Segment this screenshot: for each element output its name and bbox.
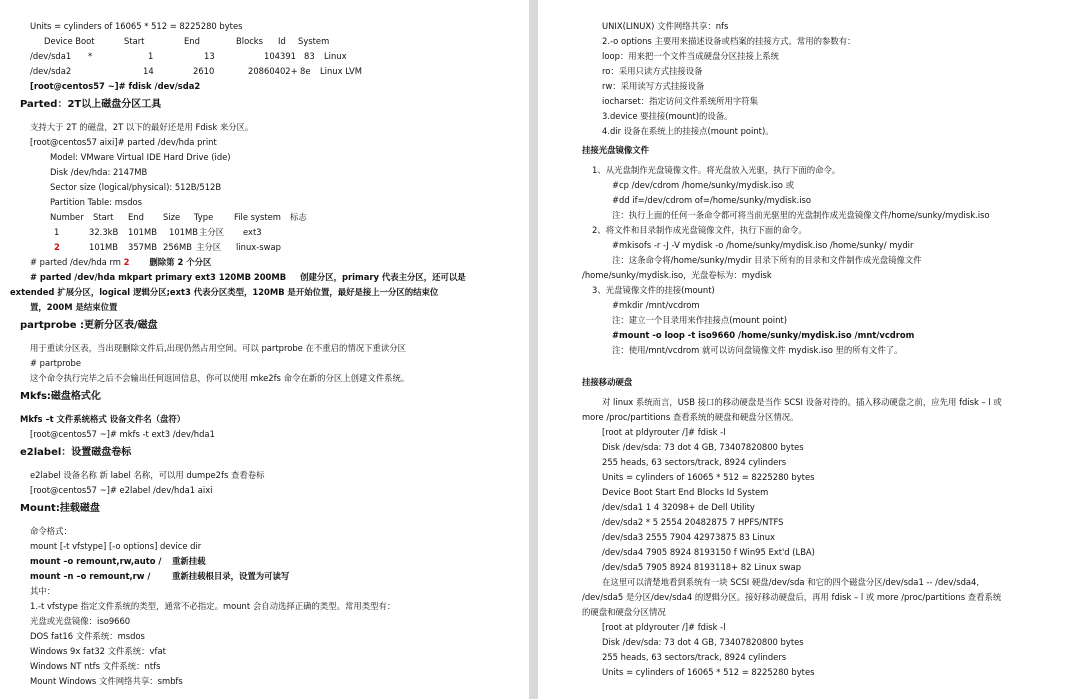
text-line: DOS fat16 文件系统：msdos (30, 631, 145, 641)
text-line: Units = cylinders of 16065 * 512 = 8225280 bytes (602, 472, 815, 482)
command-line: #mkdir /mnt/vcdrom (612, 300, 700, 310)
document-page-left (0, 0, 529, 699)
text-line: /dev/sda4 7905 8924 8193150 f Win95 Ext'd (LBA) (602, 547, 815, 557)
text-line: loop：用来把一个文件当成硬盘分区挂接上系统 (602, 51, 780, 61)
text-line: UNIX(LINUX) 文件网络共享：nfs (602, 21, 729, 31)
text-line: 对 linux 系统而言，USB 接口的移动硬盘是当作 SCSI 设备对待的。插入移动硬盘之前，应先用 fdisk – l 或 (602, 397, 1002, 407)
text-line: 255 heads, 63 sectors/track, 8924 cylinders (602, 652, 787, 662)
text-line: Disk /dev/hda: 2147MB (50, 167, 148, 177)
text-line: iocharset：指定访问文件系统所用字符集 (602, 96, 758, 106)
command-line: [root at pldyrouter /]# fdisk -l (602, 622, 726, 632)
text-line: 3、光盘镜像文件的挂接(mount) (592, 285, 715, 295)
parted-table-row: 1 32.3kB 101MB 101MB主分区 ext3 (54, 227, 262, 237)
text-line: Windows 9x fat32 文件系统：vfat (30, 646, 166, 656)
command-line: [root@centos57 aixi]# parted /dev/hda print (30, 137, 217, 147)
text-line: 注：建立一个目录用来作挂接点(mount point) (612, 315, 787, 325)
text-line: /home/sunky/mydisk.iso，光盘卷标为：mydisk (582, 270, 772, 280)
text-line: /dev/sda5 7905 8924 8193118+ 82 Linux swap (602, 562, 802, 572)
text-line: 命令格式： (30, 526, 72, 536)
command-line: mount [-t vfstype] [-o options] device dir (30, 541, 202, 551)
text-line: 注：使用/mnt/vcdrom 就可以访问盘镜像文件 mydisk.iso 里的所有文件了。 (612, 345, 903, 355)
document-page-right (538, 0, 1080, 699)
command-line: mount –n –o remount,rw / 重新挂载根目录，设置为可读写 (30, 571, 290, 581)
command-line: #dd if=/dev/cdrom of=/home/sunky/mydisk.iso (612, 195, 812, 205)
parted-table-header: Number Start End Size Type File system 标志 (50, 212, 307, 222)
text-line: Mount Windows 文件网络共享：smbfs (30, 676, 183, 686)
text-line: extended 扩展分区，logical 逻辑分区;ext3 代表分区类型，120MB 是开始位置，最好是接上一分区的结束位 (10, 287, 439, 297)
text-line: 用于重读分区表，当出现删除文件后,出现仍然占用空间。可以 partprobe 在不重启的情况下重读分区 (30, 343, 406, 353)
text-line: Units = cylinders of 16065 * 512 = 8225280 bytes (30, 21, 243, 31)
command-line: # parted /dev/hda mkpart primary ext3 120MB 200MB 创建分区，primary 代表主分区，还可以是 (30, 272, 466, 282)
command-line: [root@centos57 ~]# e2label /dev/hda1 aixi (30, 485, 213, 495)
partition-table-row: /dev/sda2 14 2610 20860402+ 8e Linux LVM (30, 66, 362, 76)
text-line: 1、从光盘制作光盘镜像文件。将光盘放入光驱，执行下面的命令。 (592, 165, 841, 175)
text-line: rw：采用读写方式挂接设备 (602, 81, 705, 91)
command-line: #cp /dev/cdrom /home/sunky/mydisk.iso 或 (612, 180, 794, 190)
text-line: Sector size (logical/physical): 512B/512B (50, 182, 222, 192)
text-line: 2、将文件和目录制作成光盘镜像文件，执行下面的命令。 (592, 225, 807, 235)
text-line: /dev/sda3 2555 7904 42973875 83 Linux (602, 532, 775, 542)
partition-table-header: Device Boot Start End Blocks Id System (44, 36, 330, 46)
text-line: 置，200M 是结束位置 (30, 302, 118, 312)
text-line: Model: VMware Virtual IDE Hard Drive (ide) (50, 152, 231, 162)
text-line: 其中： (30, 586, 56, 596)
text-line: /dev/sda5 是分区/dev/sda4 的逻辑分区。接好移动硬盘后，再用 fdisk – l 或 more /proc/partitions 查看系统 (582, 592, 1002, 602)
command-line: mount –o remount,rw,auto / 重新挂载 (30, 556, 206, 566)
text-line: 255 heads, 63 sectors/track, 8924 cylinders (602, 457, 787, 467)
command-line: # partprobe (30, 358, 82, 368)
text-line: Windows NT ntfs 文件系统：ntfs (30, 661, 161, 671)
command-line: #mkisofs -r -J -V mydisk -o /home/sunky/mydisk.iso /home/sunky/ mydir (612, 240, 914, 250)
text-line: Disk /dev/sda: 73 dot 4 GB, 73407820800 bytes (602, 442, 804, 452)
section-heading: Mount:挂载磁盘 (20, 503, 100, 514)
text-line: more /proc/partitions 查看系统的硬盘和硬盘分区情况。 (582, 412, 799, 422)
command-line: [root@centos57 ~]# mkfs -t ext3 /dev/hda1 (30, 429, 215, 439)
text-line: Mkfs –t 文件系统格式 设备文件名（盘符） (20, 414, 186, 424)
partition-table-row: /dev/sda1 * 1 13 104391 83 Linux (30, 51, 347, 61)
section-heading: partprobe :更新分区表/磁盘 (20, 320, 158, 331)
text-line: 3.device 要挂接(mount)的设备。 (602, 111, 733, 121)
text-line: 在这里可以清楚地看到系统有一块 SCSI 硬盘/dev/sda 和它的四个磁盘分区/dev/sda1 -- /dev/sda4, (602, 577, 980, 587)
command-line: # parted /dev/hda rm 2 删除第 2 个分区 (30, 257, 212, 267)
text-line: 光盘或光盘镜像：iso9660 (30, 616, 131, 626)
text-line: Device Boot Start End Blocks Id System (602, 487, 769, 497)
section-heading: 挂接光盘镜像文件 (582, 145, 649, 155)
text-line: 1.-t vfstype 指定文件系统的类型，通常不必指定。mount 会自动选择正确的类型。常用类型有： (30, 601, 396, 611)
text-line: 支持大于 2T 的磁盘，2T 以下的最好还是用 Fdisk 来分区。 (30, 122, 254, 132)
text-line: 2.-o options 主要用来描述设备或档案的挂接方式。常用的参数有： (602, 36, 856, 46)
text-line: Disk /dev/sda: 73 dot 4 GB, 73407820800 bytes (602, 637, 804, 647)
page-gutter (529, 0, 538, 699)
text-line: e2label 设备名称 新 label 名称，可以用 dumpe2fs 查看卷标 (30, 470, 265, 480)
command-line: #mount -o loop -t iso9660 /home/sunky/mydisk.iso /mnt/vcdrom (612, 330, 915, 340)
section-heading: 挂接移动硬盘 (582, 377, 633, 387)
text-line: /dev/sda2 * 5 2554 20482875 7 HPFS/NTFS (602, 517, 784, 527)
text-line: /dev/sda1 1 4 32098+ de Dell Utility (602, 502, 755, 512)
command-line: [root@centos57 ~]# fdisk /dev/sda2 (30, 81, 201, 91)
text-line: Partition Table: msdos (50, 197, 143, 207)
text-line: 注：执行上面的任何一条命令都可将当前光驱里的光盘制作成光盘镜像文件/home/sunky/mydisk.iso (612, 210, 990, 220)
section-heading: e2label：设置磁盘卷标 (20, 447, 132, 458)
parted-table-row: 2 101MB 357MB 256MB 主分区 linux-swap (54, 242, 281, 252)
text-line: 4.dir 设备在系统上的挂接点(mount point)。 (602, 126, 774, 136)
text-line: 这个命令执行完毕之后不会输出任何返回信息，你可以使用 mke2fs 命令在新的分区上创建文件系统。 (30, 373, 410, 383)
section-heading: Mkfs:磁盘格式化 (20, 391, 101, 402)
section-heading: Parted：2T以上磁盘分区工具 (20, 99, 162, 110)
text-line: 的硬盘和硬盘分区情况 (582, 607, 666, 617)
text-line: ro：采用只读方式挂接设备 (602, 66, 703, 76)
command-line: [root at pldyrouter /]# fdisk -l (602, 427, 726, 437)
text-line: 注：这条命令将/home/sunky/mydir 目录下所有的目录和文件制作成光盘镜像文件 (612, 255, 922, 265)
text-line: Units = cylinders of 16065 * 512 = 8225280 bytes (602, 667, 815, 677)
